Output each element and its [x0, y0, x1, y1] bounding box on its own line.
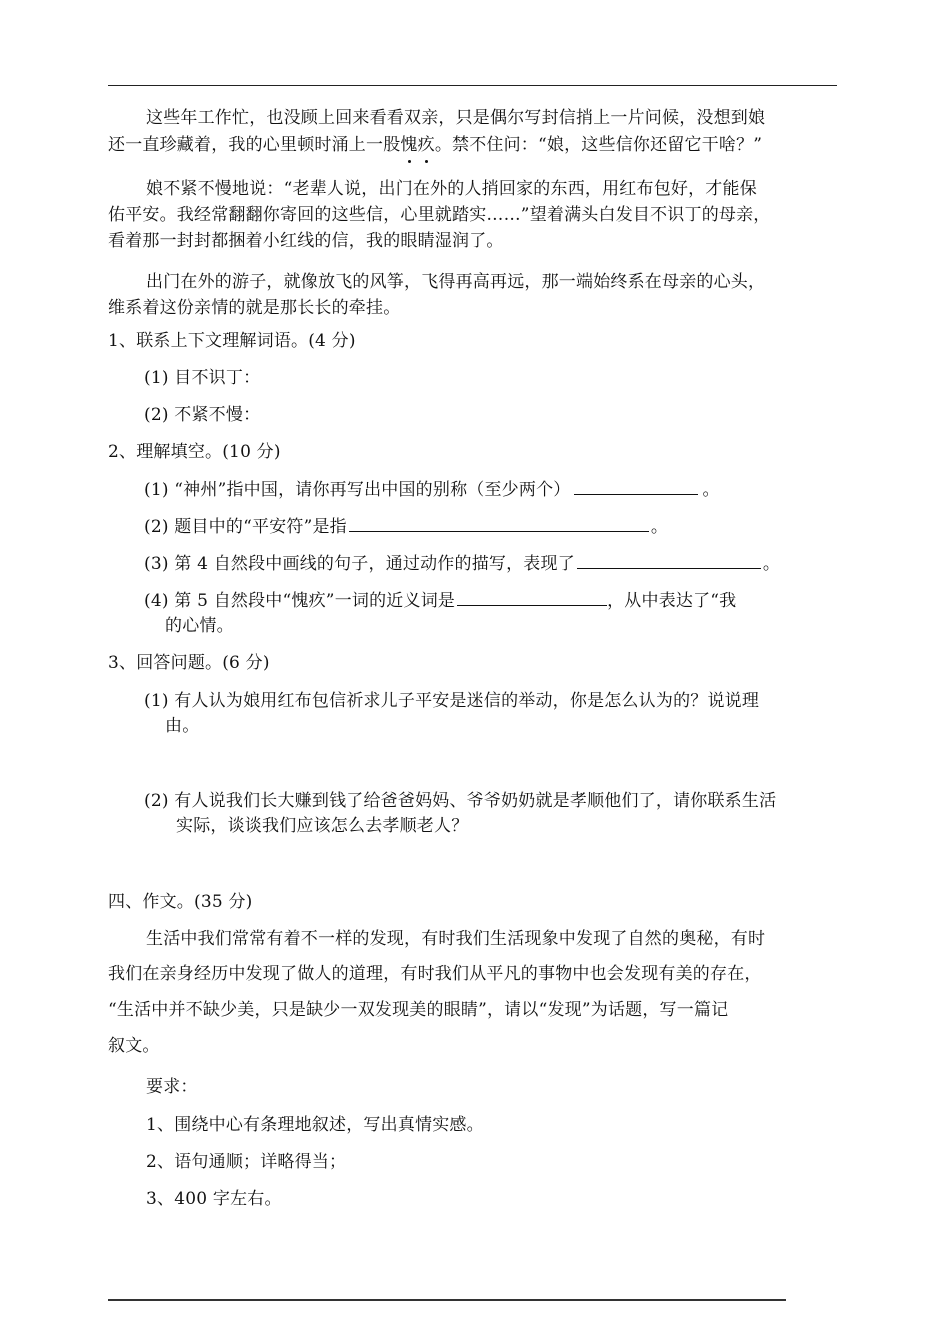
q2-item3: (3) 第 4 自然段中画线的句子，通过动作的描写，表现了 。 — [144, 554, 781, 574]
composition-line2: 我们在亲身经历中发现了做人的道理，有时我们从平凡的事物中也会发现有美的存在， — [108, 964, 762, 984]
requirements-title: 要求： — [146, 1077, 198, 1097]
footer-rule — [108, 1299, 786, 1301]
composition-line4: 叙文。 — [108, 1036, 160, 1056]
answer-blank[interactable] — [577, 552, 761, 569]
emphasis-char: 疚 — [417, 135, 435, 155]
passage-p3-line1: 出门在外的游子，就像放飞的风筝，飞得再高再远，那一端始终系在母亲的心头， — [146, 272, 766, 292]
answer-blank[interactable] — [574, 478, 698, 495]
answer-blank[interactable] — [349, 515, 649, 532]
q2-item1: (1) “神州”指中国，请你再写出中国的别称（至少两个） 。 — [144, 480, 720, 500]
q3-item1-line2: 由。 — [165, 716, 200, 736]
passage-p3-line2: 维系着这份亲情的就是那长长的牵挂。 — [108, 298, 401, 318]
passage-p1-line1: 这些年工作忙，也没顾上回来看看双亲，只是偶尔写封信捎上一片问候，没想到娘 — [146, 108, 766, 128]
q2-item2: (2) 题目中的“平安符”是指 。 — [144, 517, 669, 537]
q2-item4: (4) 第 5 自然段中“愧疚”一词的近义词是 ，从中表达了“我 — [144, 591, 737, 611]
passage-p1-line2: 还一直珍藏着，我的心里顿时涌上一股愧疚。禁不住问：“娘，这些信你还留它干啥？” — [108, 135, 763, 155]
composition-line1: 生活中我们常常有着不一样的发现，有时我们生活现象中发现了自然的奥秘，有时 — [146, 929, 766, 949]
emphasis-char: 愧 — [400, 135, 418, 155]
composition-title: 四、作文。(35 分) — [108, 892, 253, 912]
composition-line3: “生活中并不缺少美，只是缺少一双发现美的眼睛”，请以“发现”为话题，写一篇记 — [108, 1000, 729, 1020]
passage-p2-line2: 佑平安。我经常翻翻你寄回的这些信，心里就踏实……”望着满头白发目不识丁的母亲， — [108, 205, 771, 225]
q2-title: 2、理解填空。(10 分) — [108, 442, 281, 462]
answer-blank[interactable] — [457, 589, 607, 606]
q1-item1: (1) 目不识丁： — [144, 368, 261, 388]
requirement-3: 3、400 字左右。 — [146, 1189, 282, 1209]
q1-item2: (2) 不紧不慢： — [144, 405, 261, 425]
passage-p2-line3: 看着那一封封都捆着小红线的信，我的眼睛湿润了。 — [108, 231, 504, 251]
requirement-1: 1、围绕中心有条理地叙述，写出真情实感。 — [146, 1115, 484, 1135]
q3-item1-line1: (1) 有人认为娘用红布包信祈求儿子平安是迷信的举动，你是怎么认为的？说说理 — [144, 691, 760, 711]
requirement-2: 2、语句通顺；详略得当； — [146, 1152, 347, 1172]
header-rule — [108, 85, 837, 86]
passage-p2-line1: 娘不紧不慢地说：“老辈人说，出门在外的人捎回家的东西，用红布包好，才能保 — [146, 179, 757, 199]
q3-item2-line2: 实际，谈谈我们应该怎么去孝顺老人？ — [176, 816, 469, 836]
q1-title: 1、联系上下文理解词语。(4 分) — [108, 331, 356, 351]
q2-item4-cont: 的心情。 — [165, 616, 234, 636]
q3-item2-line1: (2) 有人说我们长大赚到钱了给爸爸妈妈、爷爷奶奶就是孝顺他们了，请你联系生活 — [144, 791, 777, 811]
q3-title: 3、回答问题。(6 分) — [108, 653, 270, 673]
